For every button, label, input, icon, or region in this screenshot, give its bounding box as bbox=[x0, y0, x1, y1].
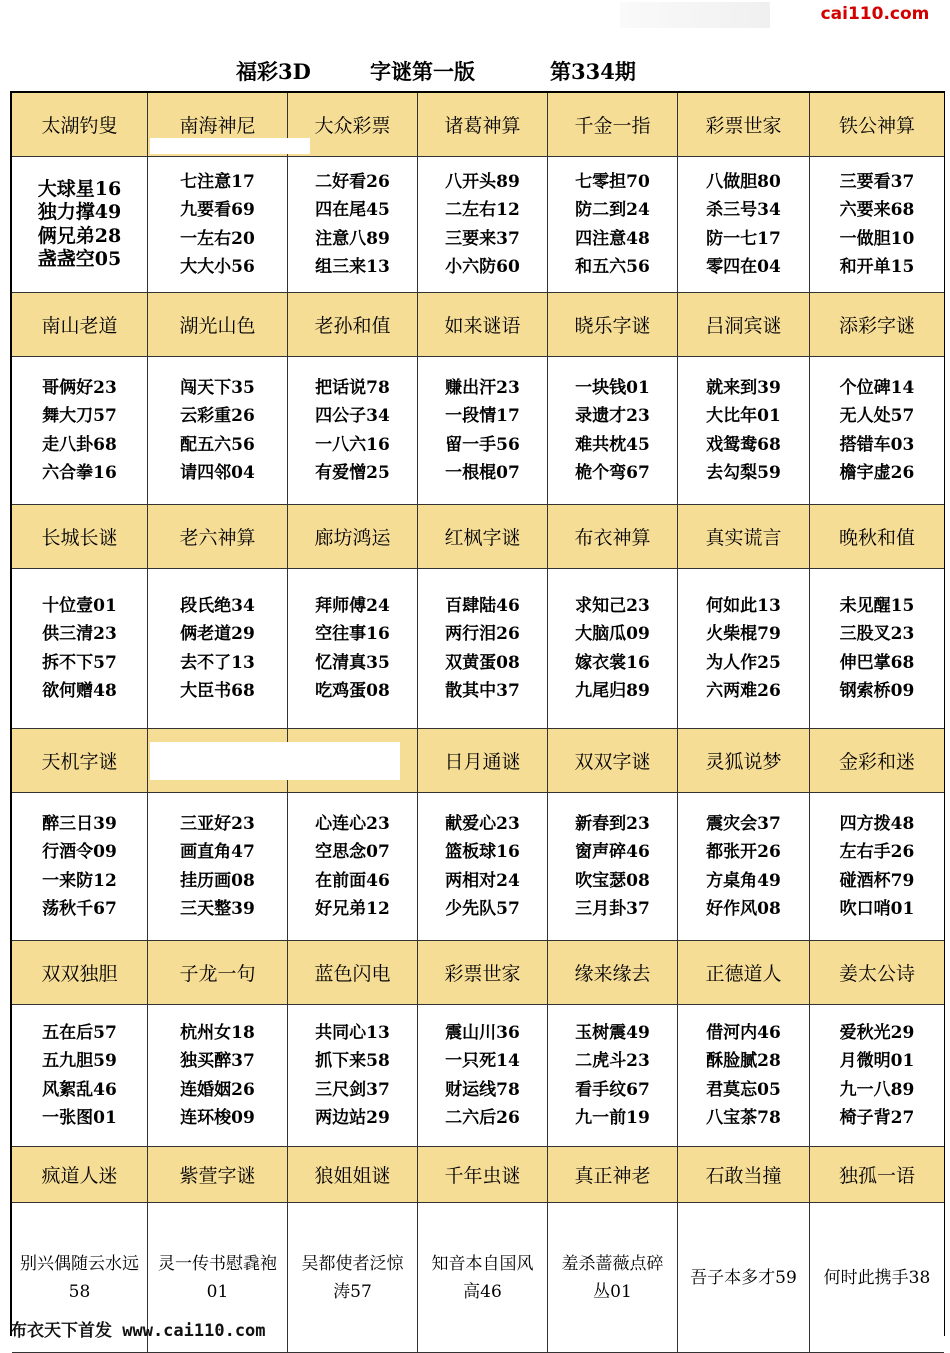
column-header: 双双字谜 bbox=[548, 729, 678, 793]
column-header: 老六神算 bbox=[148, 505, 288, 569]
puzzle-line: 防二到24 bbox=[575, 200, 650, 220]
puzzle-cell bbox=[810, 793, 944, 941]
column-header: 晓乐字谜 bbox=[548, 293, 678, 357]
puzzle-cell bbox=[548, 569, 678, 729]
puzzle-cell bbox=[148, 793, 288, 941]
column-header: 大众彩票 bbox=[288, 93, 418, 157]
puzzle-line: 吹口哨01 bbox=[839, 899, 915, 919]
column-header: 独孤一语 bbox=[810, 1147, 944, 1203]
page-title bbox=[0, 56, 870, 88]
puzzle-cell bbox=[678, 357, 810, 505]
puzzle-line: 空思念07 bbox=[315, 842, 390, 862]
puzzle-line: 九要看69 bbox=[180, 200, 255, 220]
puzzle-line: 九一八89 bbox=[839, 1079, 915, 1100]
puzzle-line: 五九胆59 bbox=[42, 1051, 117, 1071]
puzzle-cell bbox=[418, 357, 548, 505]
puzzle-line: 风絮乱46 bbox=[42, 1079, 117, 1100]
column-header: 如来谜语 bbox=[418, 293, 548, 357]
puzzle-line: 献爱心23 bbox=[445, 813, 520, 834]
puzzle-line: 一来防12 bbox=[42, 870, 117, 891]
puzzle-line: 搭错车03 bbox=[839, 434, 915, 455]
puzzle-line: 二六后26 bbox=[445, 1108, 520, 1128]
puzzle-line: 檐宇虚26 bbox=[839, 463, 915, 483]
puzzle-line: 求知己23 bbox=[575, 595, 650, 616]
puzzle-line: 左右手26 bbox=[839, 842, 915, 862]
puzzle-line: 舞大刀57 bbox=[42, 406, 117, 426]
column-header: 天机字谜 bbox=[12, 729, 148, 793]
column-header: 彩票世家 bbox=[678, 93, 810, 157]
puzzle-line: 组三来13 bbox=[315, 257, 390, 277]
puzzle-line: 去不了13 bbox=[180, 652, 255, 673]
puzzle-line: 大比年01 bbox=[706, 406, 781, 426]
puzzle-line: 和五六56 bbox=[575, 257, 650, 277]
column-header: 铁公神算 bbox=[810, 93, 944, 157]
puzzle-line: 三尺剑37 bbox=[315, 1079, 390, 1100]
blot-overlay bbox=[150, 138, 310, 154]
puzzle-line: 吴都使者泛惊涛57 bbox=[301, 1253, 404, 1302]
puzzle-line: 三要看37 bbox=[839, 171, 915, 192]
puzzle-line: 六两难26 bbox=[706, 681, 781, 701]
puzzle-line: 俩老道29 bbox=[180, 624, 255, 644]
puzzle-line: 杭州女18 bbox=[180, 1022, 255, 1043]
puzzle-line: 两边站29 bbox=[315, 1108, 390, 1128]
puzzle-line: 少先队57 bbox=[445, 899, 520, 919]
puzzle-cell bbox=[12, 793, 148, 941]
puzzle-line: 连环梭09 bbox=[180, 1108, 255, 1128]
column-header: 老孙和值 bbox=[288, 293, 418, 357]
puzzle-line: 留一手56 bbox=[445, 434, 520, 455]
puzzle-cell bbox=[288, 157, 418, 293]
puzzle-line: 借河内46 bbox=[706, 1022, 781, 1043]
puzzle-cell bbox=[678, 157, 810, 293]
puzzle-line: 个位碑14 bbox=[839, 377, 915, 398]
puzzle-line: 月微明01 bbox=[839, 1051, 915, 1071]
puzzle-cell bbox=[418, 1005, 548, 1147]
lottery-name: 福彩3D bbox=[236, 59, 311, 84]
puzzle-cell bbox=[288, 357, 418, 505]
column-header: 红枫字谜 bbox=[418, 505, 548, 569]
column-header: 日月通谜 bbox=[418, 729, 548, 793]
issue-number: 第334期 bbox=[550, 59, 636, 84]
puzzle-cell bbox=[148, 1005, 288, 1147]
column-header: 晚秋和值 bbox=[810, 505, 944, 569]
column-header: 南山老道 bbox=[12, 293, 148, 357]
column-header: 千年虫谜 bbox=[418, 1147, 548, 1203]
puzzle-line: 行酒令09 bbox=[42, 842, 117, 862]
puzzle-cell bbox=[288, 569, 418, 729]
puzzle-line: 空往事16 bbox=[315, 624, 390, 644]
puzzle-line: 都张开26 bbox=[706, 842, 781, 862]
puzzle-line: 三要来37 bbox=[445, 228, 520, 249]
column-header: 长城长谜 bbox=[12, 505, 148, 569]
puzzle-line: 赚出汗23 bbox=[445, 377, 520, 398]
puzzle-line: 杀三号34 bbox=[706, 200, 781, 220]
puzzle-line: 大臣书68 bbox=[180, 681, 255, 701]
column-header: 廊坊鸿运 bbox=[288, 505, 418, 569]
puzzle-cell bbox=[548, 157, 678, 293]
column-header: 正德道人 bbox=[678, 941, 810, 1005]
puzzle-line: 灵一传书慰毳袍01 bbox=[158, 1253, 277, 1302]
puzzle-cell bbox=[148, 569, 288, 729]
puzzle-line: 三月卦37 bbox=[575, 899, 650, 919]
column-header: 紫萱字谜 bbox=[148, 1147, 288, 1203]
puzzle-line: 三亚好23 bbox=[180, 813, 255, 834]
puzzle-line: 请四邻04 bbox=[180, 463, 255, 483]
puzzle-line: 俩兄弟28 bbox=[37, 224, 122, 247]
puzzle-cell bbox=[12, 569, 148, 729]
puzzle-line: 拆不下57 bbox=[42, 652, 117, 673]
puzzle-line: 一只死14 bbox=[445, 1051, 520, 1071]
puzzle-line: 双黄蛋08 bbox=[445, 652, 520, 673]
puzzle-cell bbox=[418, 1203, 548, 1353]
column-header: 灵狐说梦 bbox=[678, 729, 810, 793]
puzzle-line: 震灾会37 bbox=[706, 813, 781, 834]
puzzle-line: 一块钱01 bbox=[575, 377, 650, 398]
puzzle-cell bbox=[810, 1005, 944, 1147]
puzzle-line: 一段情17 bbox=[445, 406, 520, 426]
puzzle-line: 窗声碎46 bbox=[575, 842, 650, 862]
column-header: 狼姐姐谜 bbox=[288, 1147, 418, 1203]
puzzle-line: 注意八89 bbox=[315, 228, 390, 249]
puzzle-line: 好作风08 bbox=[706, 899, 781, 919]
puzzle-line: 八开头89 bbox=[445, 171, 520, 192]
puzzle-line: 别兴偶随云水远58 bbox=[20, 1253, 139, 1302]
puzzle-line: 走八卦68 bbox=[42, 434, 117, 455]
puzzle-line: 九尾归89 bbox=[575, 681, 650, 701]
puzzle-line: 四方拨48 bbox=[839, 813, 915, 834]
column-header: 蓝色闪电 bbox=[288, 941, 418, 1005]
puzzle-line: 酥脸腻28 bbox=[706, 1051, 781, 1071]
puzzle-line: 七零担70 bbox=[575, 171, 650, 192]
puzzle-line: 吹宝瑟08 bbox=[575, 870, 650, 891]
puzzle-line: 火柴棍79 bbox=[706, 624, 781, 644]
puzzle-cell bbox=[678, 793, 810, 941]
puzzle-line: 大大小56 bbox=[180, 257, 255, 277]
puzzle-line: 戏鸳鸯68 bbox=[706, 434, 781, 455]
puzzle-line: 伸巴掌68 bbox=[839, 652, 915, 673]
puzzle-line: 六要来68 bbox=[839, 200, 915, 220]
puzzle-line: 难共枕45 bbox=[575, 434, 650, 455]
puzzle-cell bbox=[678, 569, 810, 729]
puzzle-line: 忆清真35 bbox=[315, 652, 390, 673]
column-header: 石敢当撞 bbox=[678, 1147, 810, 1203]
puzzle-cell bbox=[288, 1005, 418, 1147]
puzzle-line: 去勾梨59 bbox=[706, 463, 781, 483]
puzzle-line: 何时此携手38 bbox=[823, 1267, 931, 1288]
puzzle-line: 四公子34 bbox=[315, 406, 390, 426]
edition-name: 字谜第一版 bbox=[370, 59, 475, 84]
puzzle-line: 方桌角49 bbox=[706, 870, 781, 891]
puzzle-line: 二虎斗23 bbox=[575, 1051, 650, 1071]
puzzle-line: 一张图01 bbox=[42, 1108, 117, 1128]
column-header: 南海神尼 bbox=[148, 93, 288, 157]
column-header: 添彩字谜 bbox=[810, 293, 944, 357]
puzzle-line: 心连心23 bbox=[315, 813, 390, 834]
puzzle-cell bbox=[678, 1203, 810, 1353]
puzzle-line: 知音本自国风高46 bbox=[431, 1253, 534, 1302]
puzzle-line: 四注意48 bbox=[575, 228, 650, 249]
puzzle-line: 五在后57 bbox=[42, 1022, 117, 1043]
puzzle-line: 玉树震49 bbox=[575, 1022, 650, 1043]
puzzle-line: 供三清23 bbox=[42, 624, 117, 644]
puzzle-cell bbox=[810, 357, 944, 505]
puzzle-cell bbox=[288, 1203, 418, 1353]
puzzle-line: 三天整39 bbox=[180, 899, 255, 919]
puzzle-line: 看手纹67 bbox=[575, 1079, 650, 1100]
puzzle-line: 十位壹01 bbox=[42, 595, 117, 616]
puzzle-line: 四在尾45 bbox=[315, 200, 390, 220]
puzzle-line: 醉三日39 bbox=[42, 813, 117, 834]
puzzle-board bbox=[10, 91, 945, 1336]
site-url[interactable]: cai110.com bbox=[820, 4, 930, 24]
puzzle-line: 好兄弟12 bbox=[315, 899, 390, 919]
puzzle-cell bbox=[418, 793, 548, 941]
puzzle-line: 财运线78 bbox=[445, 1079, 520, 1100]
puzzle-cell bbox=[548, 1005, 678, 1147]
puzzle-line: 九一前19 bbox=[575, 1108, 650, 1128]
puzzle-line: 盏盏空05 bbox=[37, 248, 122, 270]
puzzle-cell bbox=[12, 357, 148, 505]
puzzle-line: 小六防60 bbox=[445, 257, 520, 277]
puzzle-line: 在前面46 bbox=[315, 870, 390, 891]
puzzle-line: 把话说78 bbox=[315, 377, 390, 398]
column-header: 真正神老 bbox=[548, 1147, 678, 1203]
column-header: 缘来缘去 bbox=[548, 941, 678, 1005]
puzzle-line: 大球星16 bbox=[37, 177, 122, 200]
puzzle-line: 大脑瓜09 bbox=[575, 624, 650, 644]
puzzle-line: 三股叉23 bbox=[839, 624, 915, 644]
puzzle-cell bbox=[148, 157, 288, 293]
puzzle-line: 录遗才23 bbox=[575, 406, 650, 426]
puzzle-line: 一八六16 bbox=[315, 434, 390, 455]
puzzle-line: 无人处57 bbox=[839, 406, 915, 426]
puzzle-line: 椅子背27 bbox=[839, 1108, 915, 1128]
puzzle-line: 荡秋千67 bbox=[42, 899, 117, 919]
column-header: 疯道人迷 bbox=[12, 1147, 148, 1203]
puzzle-line: 云彩重26 bbox=[180, 406, 255, 426]
puzzle-line: 篮板球16 bbox=[445, 842, 520, 862]
puzzle-line: 二左右12 bbox=[445, 200, 520, 220]
puzzle-line: 独力撑49 bbox=[37, 201, 122, 223]
puzzle-cell bbox=[418, 157, 548, 293]
puzzle-line: 一左右20 bbox=[180, 228, 255, 249]
column-header: 诸葛神算 bbox=[418, 93, 548, 157]
puzzle-line: 二好看26 bbox=[315, 171, 390, 192]
puzzle-line: 一做胆10 bbox=[839, 228, 915, 249]
puzzle-line: 吃鸡蛋08 bbox=[315, 681, 390, 701]
puzzle-line: 一根棍07 bbox=[445, 463, 520, 483]
puzzle-line: 独买醉37 bbox=[180, 1051, 255, 1071]
column-header: 彩票世家 bbox=[418, 941, 548, 1005]
column-header: 真实谎言 bbox=[678, 505, 810, 569]
puzzle-line: 钢索桥09 bbox=[839, 681, 915, 701]
puzzle-line: 六合拳16 bbox=[42, 463, 117, 483]
puzzle-cell bbox=[12, 1005, 148, 1147]
puzzle-line: 闯天下35 bbox=[180, 377, 255, 398]
site-logo-area bbox=[620, 2, 770, 28]
puzzle-line: 两相对24 bbox=[445, 870, 520, 891]
footer-credit: 布衣天下首发 www.cai110.com bbox=[10, 1321, 266, 1341]
puzzle-line: 为人作25 bbox=[706, 652, 781, 673]
puzzle-line: 和开单15 bbox=[839, 257, 915, 277]
puzzle-line: 新春到23 bbox=[575, 813, 650, 834]
puzzle-line: 哥俩好23 bbox=[42, 377, 117, 398]
puzzle-line: 嫁衣裳16 bbox=[575, 652, 650, 673]
puzzle-line: 八宝茶78 bbox=[706, 1108, 781, 1128]
puzzle-line: 百肆陆46 bbox=[445, 595, 520, 616]
puzzle-line: 共同心13 bbox=[315, 1022, 390, 1043]
column-header: 双双独胆 bbox=[12, 941, 148, 1005]
puzzle-line: 画直角47 bbox=[180, 842, 255, 862]
puzzle-line: 爱秋光29 bbox=[839, 1022, 915, 1043]
column-header: 湖光山色 bbox=[148, 293, 288, 357]
column-header: 子龙一句 bbox=[148, 941, 288, 1005]
puzzle-cell bbox=[148, 357, 288, 505]
puzzle-cell bbox=[12, 157, 148, 293]
puzzle-cell bbox=[678, 1005, 810, 1147]
puzzle-line: 七注意17 bbox=[180, 171, 255, 192]
puzzle-line: 未见醒15 bbox=[839, 595, 915, 616]
puzzle-line: 碰酒杯79 bbox=[839, 870, 915, 891]
puzzle-line: 桅个弯67 bbox=[575, 463, 650, 483]
puzzle-line: 君莫忘05 bbox=[706, 1079, 781, 1100]
puzzle-line: 震山川36 bbox=[445, 1022, 520, 1043]
column-header: 姜太公诗 bbox=[810, 941, 944, 1005]
puzzle-line: 吾子本多才59 bbox=[690, 1267, 797, 1288]
puzzle-cell bbox=[418, 569, 548, 729]
puzzle-line: 八做胆80 bbox=[706, 171, 781, 192]
puzzle-line: 两行泪26 bbox=[445, 624, 520, 644]
puzzle-line: 羞杀蔷薇点碎丛01 bbox=[561, 1253, 664, 1302]
puzzle-line: 配五六56 bbox=[180, 434, 255, 455]
puzzle-line: 连婚姻26 bbox=[180, 1079, 255, 1100]
puzzle-cell bbox=[548, 793, 678, 941]
column-header: 千金一指 bbox=[548, 93, 678, 157]
puzzle-line: 拜师傅24 bbox=[315, 595, 390, 616]
column-header: 太湖钓叟 bbox=[12, 93, 148, 157]
puzzle-cell bbox=[548, 1203, 678, 1353]
puzzle-line: 防一七17 bbox=[706, 228, 781, 249]
puzzle-cell bbox=[548, 357, 678, 505]
puzzle-cell bbox=[810, 157, 944, 293]
puzzle-line: 欲何赠48 bbox=[42, 681, 117, 701]
puzzle-cell bbox=[810, 569, 944, 729]
puzzle-line: 抓下来58 bbox=[315, 1051, 390, 1071]
puzzle-line: 何如此13 bbox=[706, 595, 781, 616]
puzzle-cell bbox=[288, 793, 418, 941]
puzzle-line: 有爱憎25 bbox=[315, 463, 390, 483]
puzzle-cell bbox=[810, 1203, 944, 1353]
puzzle-line: 零四在04 bbox=[706, 257, 781, 277]
puzzle-line: 就来到39 bbox=[706, 377, 781, 398]
column-header: 布衣神算 bbox=[548, 505, 678, 569]
column-header: 金彩和迷 bbox=[810, 729, 944, 793]
blot-overlay bbox=[150, 742, 400, 780]
puzzle-line: 散其中37 bbox=[445, 681, 520, 701]
column-header: 吕洞宾谜 bbox=[678, 293, 810, 357]
puzzle-line: 挂历画08 bbox=[180, 870, 255, 891]
puzzle-line: 段氏绝34 bbox=[180, 595, 255, 616]
